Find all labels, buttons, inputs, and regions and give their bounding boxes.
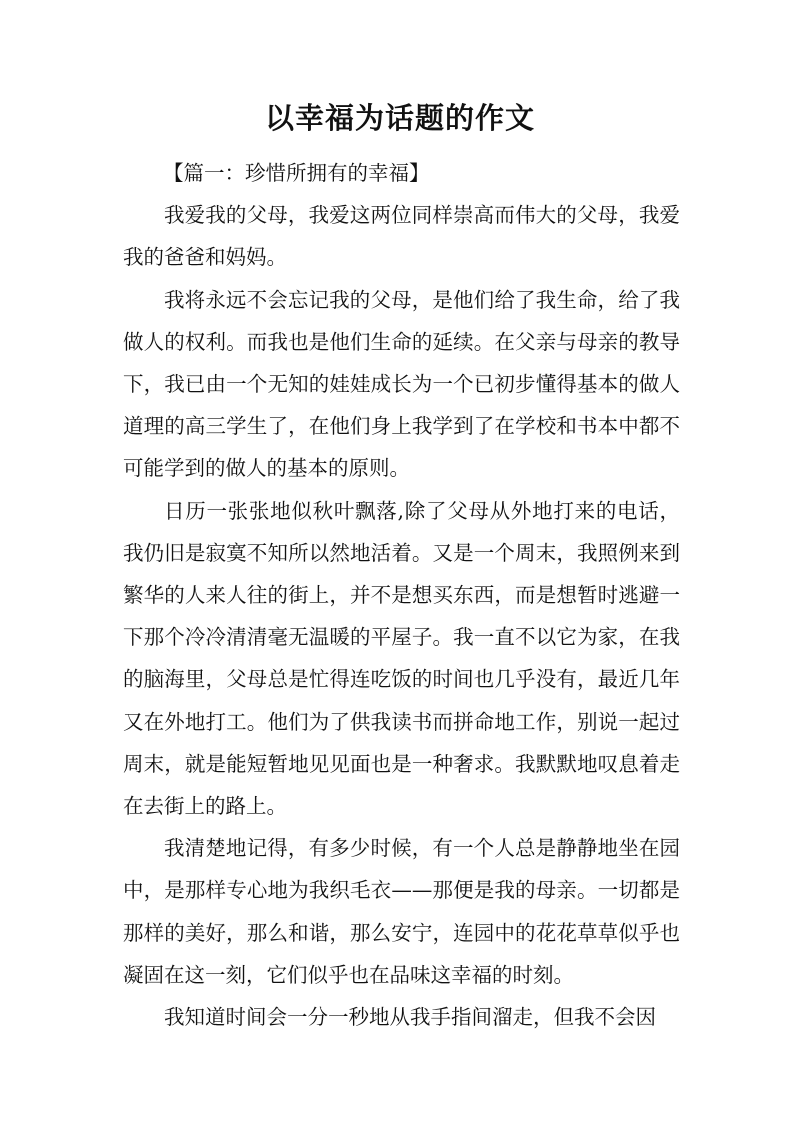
paragraph: 我将永远不会忘记我的父母，是他们给了我生命，给了我做人的权利。而我也是他们生命的延续。在父亲与母亲的教导下，我已由一个无知的娃娃成长为一个已初步懂得基本的做人道理的高三学生了，在他们身上我学到了在学校和书本中都不可能学到的做人的基本的原则。 <box>123 287 680 481</box>
document-body <box>123 152 680 1038</box>
paragraph: 日历一张张地似秋叶飘落,除了父母从外地打来的电话，我仍旧是寂寞不知所以然地活着。又是一个周末，我照例来到繁华的人来人往的街上，并不是想买东西，而是想暂时逃避一下那个冷冷清清毫无温暖的平屋子。我一直不以它为家，在我的脑海里，父母总是忙得连吃饭的时间也几乎没有，最近几年又在外地打工。他们为了供我读书而拼命地工作，别说一起过周末，就是能短暂地见见面也是一种奢求。我默默地叹息着走在去街上的路上。 <box>123 498 680 819</box>
paragraph: 我清楚地记得，有多少时候，有一个人总是静静地坐在园中，是那样专心地为我织毛衣——那便是我的母亲。一切都是那样的美好，那么和谐，那么安宁，连园中的花花草草似乎也凝固在这一刻，它们似乎也在品味这幸福的时刻。 <box>123 836 680 987</box>
document-title: 以幸福为话题的作文 <box>264 101 535 135</box>
section-heading: 【篇一：珍惜所拥有的幸福】 <box>162 161 430 185</box>
paragraph: 我知道时间会一分一秒地从我手指间溜走，但我不会因 <box>164 1005 656 1030</box>
paragraph: 我爱我的父母，我爱这两位同样崇高而伟大的父母，我爱我的爸爸和妈妈。 <box>123 203 680 270</box>
